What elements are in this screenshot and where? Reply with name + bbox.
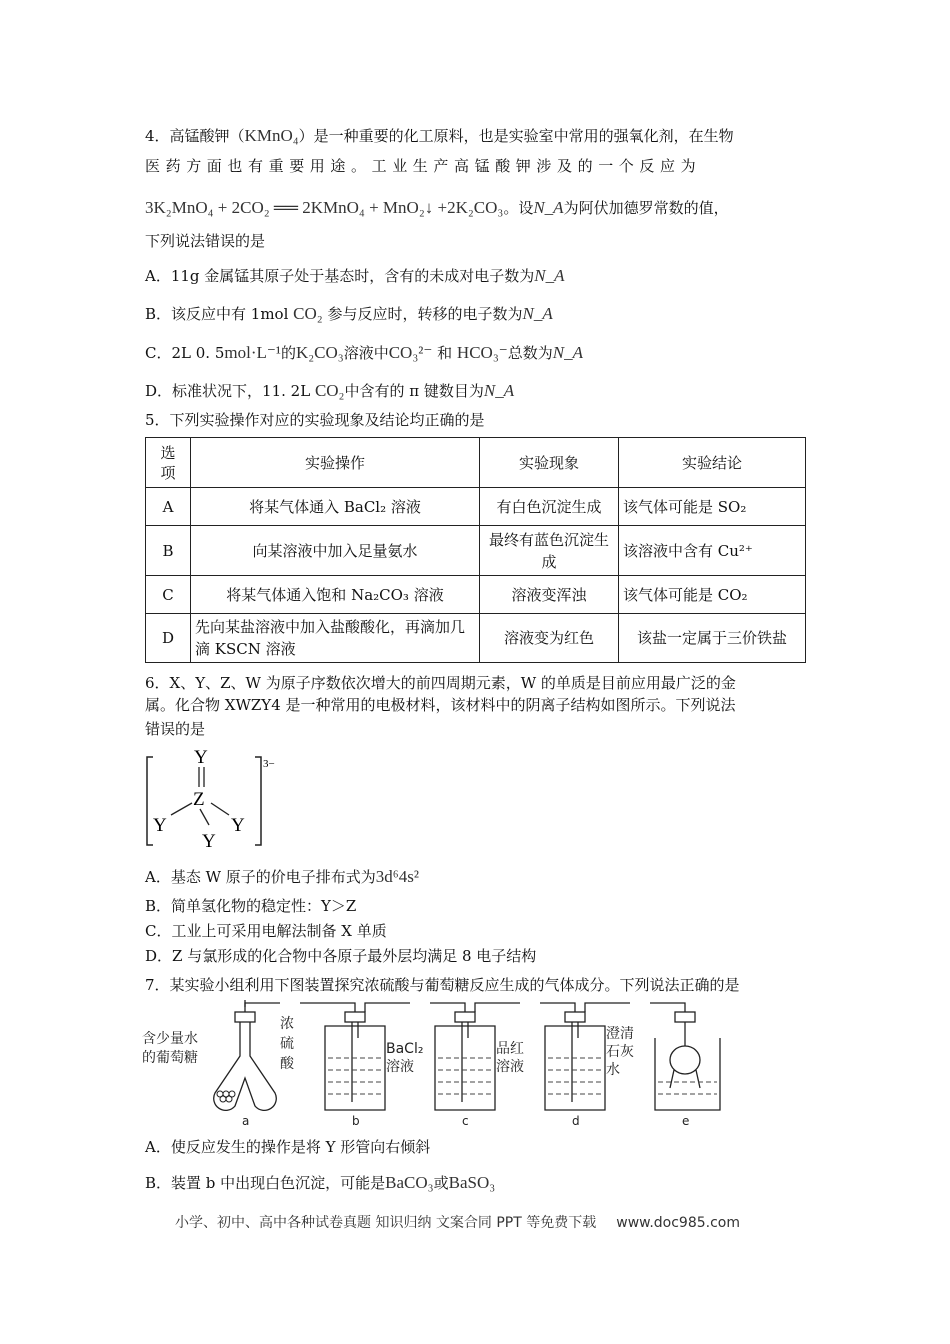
q4-option-d: D．标准状况下，11. 2L CO₂中含有的 π 键数目为N_A [145, 381, 515, 400]
q6-option-a: A．基态 W 原子的价电子排布式为3d⁶4s² [145, 867, 419, 886]
q4-option-c: C．2L 0. 5mol·L⁻¹的K₂CO₃溶液中CO₃²⁻ 和 HCO₃⁻总数为N_A [145, 343, 583, 362]
q7-option-a: A．使反应发生的操作是将 Y 形管向右倾斜 [145, 1138, 431, 1156]
q6-option-d: D．Z 与氯形成的化合物中各原子最外层均满足 8 电子结构 [145, 947, 537, 965]
table-row: A 将某气体通入 BaCl₂ 溶液 有白色沉淀生成 该气体可能是 SO₂ [146, 488, 806, 526]
q7-stem: 7．某实验小组利用下图装置探究浓硫酸与葡萄糖反应生成的气体成分。下列说法正确的是 [145, 976, 740, 994]
table-header-row [146, 438, 806, 488]
q6-line2: 属。化合物 XWZY4 是一种常用的电极材料，该材料中的阴离子结构如图所示。下列说法 [145, 696, 736, 714]
atom-y-bottom: Y [202, 831, 216, 850]
footer-url[interactable]: www.doc985.com [616, 1215, 740, 1231]
svg-text:b: b [352, 1114, 360, 1128]
table-row: C 将某气体通入饱和 Na₂CO₃ 溶液 溶液变浑浊 该气体可能是 CO₂ [146, 576, 806, 614]
svg-text:水: 水 [606, 1062, 620, 1078]
footer-text: 小学、初中、高中各种试卷真题 知识归纳 文案合同 PPT 等免费下载 [175, 1215, 597, 1231]
svg-text:品红: 品红 [496, 1041, 524, 1057]
q6-option-b: B．简单氢化物的稳定性：Y＞Z [145, 897, 357, 915]
q6-option-c: C．工业上可采用电解法制备 X 单质 [145, 922, 387, 940]
q4-line2: 医药方面也有重要用途。工业生产高锰酸钾涉及的一个反应为 [145, 157, 702, 175]
table-header: 实验结论 [619, 438, 806, 488]
atom-y-right: Y [231, 815, 245, 836]
svg-text:的葡萄糖: 的葡萄糖 [142, 1050, 198, 1066]
experiment-table [145, 437, 806, 663]
q6-line1: 6．X、Y、Z、W 为原子序数依次增大的前四周期元素，W 的单质是目前应用最广泛的金 [145, 674, 736, 692]
svg-text:石灰: 石灰 [606, 1044, 634, 1060]
charge-label: 3− [263, 758, 275, 770]
q4-equation-line: 3K₂MnO₄ + 2CO₂ ══ 2KMnO₄ + MnO₂↓ +2K₂CO₃。设N_A为阿伏加德罗常数的值， [145, 198, 729, 217]
footer [175, 1212, 740, 1232]
apparatus-diagram [140, 998, 810, 1128]
table-header: 选 项 [146, 438, 191, 488]
q4-option-a: A．11g 金属锰其原子处于基态时，含有的未成对电子数为N_A [145, 266, 565, 285]
q4-option-b: B．该反应中有 1mol CO₂ 参与反应时，转移的电子数为N_A [145, 304, 553, 323]
table-row: D 先向某盐溶液中加入盐酸酸化，再滴加几滴 KSCN 溶液 溶液变为红色 该盐一定属于三价铁盐 [146, 614, 806, 663]
svg-text:c: c [462, 1114, 469, 1128]
q6-line3: 错误的是 [145, 720, 206, 738]
svg-text:a: a [242, 1114, 250, 1128]
reaction-equation: 3K₂MnO₄ + 2CO₂ ══ 2KMnO₄ + MnO₂↓ +2K₂CO₃ [145, 198, 504, 217]
svg-text:浓: 浓 [280, 1016, 294, 1032]
q4-line1: 4．高锰酸钾（KMnO₄）是一种重要的化工原料，也是实验室中常用的强氧化剂，在生物 [145, 126, 734, 145]
svg-text:BaCl₂: BaCl₂ [386, 1041, 424, 1057]
atom-z: Z [193, 789, 205, 810]
atom-y-top: Y [194, 747, 208, 768]
svg-text:e: e [682, 1114, 690, 1128]
anion-structure-diagram [145, 745, 275, 850]
atom-y-left: Y [153, 815, 167, 836]
kmno4-formula: KMnO₄ [244, 126, 299, 145]
svg-text:溶液: 溶液 [386, 1059, 414, 1075]
table-header: 实验操作 [191, 438, 480, 488]
svg-text:硫: 硫 [280, 1036, 294, 1052]
svg-text:澄清: 澄清 [606, 1026, 634, 1042]
svg-text:d: d [572, 1114, 580, 1128]
svg-text:含少量水: 含少量水 [142, 1031, 198, 1047]
svg-text:酸: 酸 [280, 1056, 294, 1072]
svg-text:溶液: 溶液 [496, 1059, 524, 1075]
q7-option-b: B．装置 b 中出现白色沉淀，可能是BaCO₃或BaSO₃ [145, 1173, 496, 1192]
table-header: 实验现象 [480, 438, 619, 488]
q5-stem: 5．下列实验操作对应的实验现象及结论均正确的是 [145, 411, 485, 429]
q4-line4: 下列说法错误的是 [145, 232, 266, 250]
table-row: B 向某溶液中加入足量氨水 最终有蓝色沉淀生成 该溶液中含有 Cu²⁺ [146, 526, 806, 576]
